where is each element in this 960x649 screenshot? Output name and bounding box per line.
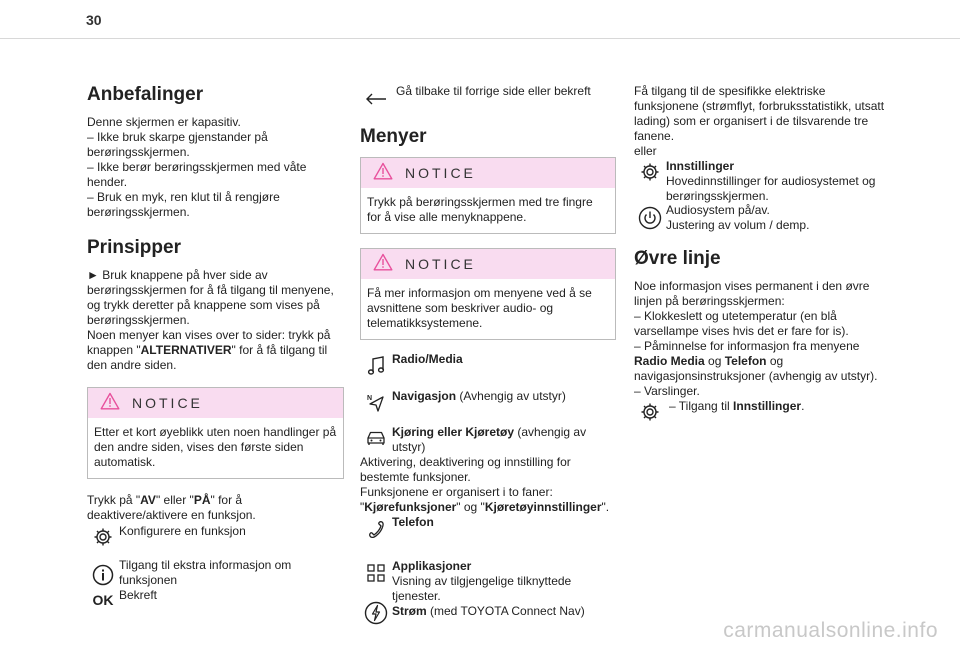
gear-icon xyxy=(634,399,666,423)
elektriske-intro: Få tilgang til de spesifikke elektriske funksjonene (strømflyt, forbruksstatistikk, utsatt lading) som er organisert i de tilsvarende tre fanene. xyxy=(634,84,885,143)
ovre-text: – Klokkeslett og utetemperatur (en blå varsellampe vises hvis det er fare for is). xyxy=(634,309,849,338)
music-note-icon xyxy=(360,352,392,376)
notice-text: Etter et kort øyeblikk uten noen handlinger på den andre siden, vises den første siden automatisk. xyxy=(94,425,337,469)
applikasjoner-text: Applikasjoner Visning av tilgjengelige tilknyttede tjenester. xyxy=(392,559,572,603)
anb-line: – Bruk en myk, ren klut til å rengjøre berøringsskjermen. xyxy=(87,190,280,219)
info-row xyxy=(87,558,344,588)
page-number: 30 xyxy=(86,12,102,28)
ok-icon xyxy=(87,588,119,608)
info-icon xyxy=(87,558,119,586)
faner-text: Funksjonene er organisert i to faner: "Kjørefunksjoner" og "Kjøretøyinnstillinger". xyxy=(360,485,610,514)
apps-grid-icon xyxy=(360,559,392,582)
gear-icon xyxy=(87,524,119,548)
konfigurere-row xyxy=(87,524,344,548)
navigation-icon xyxy=(360,389,392,412)
bekreft-text: Bekreft xyxy=(119,588,158,602)
power-plug-icon xyxy=(360,589,392,625)
kjoring-text: Kjøring eller Kjøretøy (avhengig av utstyr) xyxy=(392,425,587,454)
kjoring-row xyxy=(360,425,616,455)
innstillinger-text: Innstillinger Hovedinnstillinger for audiosystemet og berøringsskjermen. xyxy=(666,159,876,203)
telefon-label: Telefon xyxy=(392,515,434,529)
ovre-text: – Påminnelse for informasjon fra menyene Radio Media og Telefon og navigasjonsinstruksjoner (avhengig av utstyr). xyxy=(634,339,878,383)
ok-label: OK xyxy=(92,592,114,608)
prinsipper-text: ► Bruk knappene på hver side av berøringsskjermen for å få tilgang til menyene, og trykk deretter på knappene som vises på berøringsskjermen. xyxy=(87,268,334,327)
audio-text: Audiosystem på/av. Justering av volum / demp. xyxy=(666,203,810,232)
heading-prinsipper: Prinsipper xyxy=(87,237,181,258)
notice-text: Få mer informasjon om menyene ved å se avsnittene som beskriver audio- og telematikksystemene. xyxy=(367,286,592,330)
innstillinger-row xyxy=(634,159,892,204)
watermark: carmanualsonline.info xyxy=(723,619,938,642)
anb-line: – Ikke bruk skarpe gjenstander på berøringsskjermen. xyxy=(87,130,268,159)
warning-icon xyxy=(373,253,393,275)
radio-row xyxy=(360,352,616,376)
navigasjon-text: Navigasjon (Avhengig av utstyr) xyxy=(392,389,566,403)
radio-media-label: Radio/Media xyxy=(392,352,463,366)
notice-box-2 xyxy=(360,248,616,340)
column-2 xyxy=(360,84,616,625)
notice-box xyxy=(87,387,344,479)
konfigurere-text: Konfigurere en funksjon xyxy=(119,524,246,538)
warning-icon xyxy=(373,162,393,184)
prinsipper-text-2: Noen menyer kan vises over to sider: trykk på knappen "ALTERNATIVER" for å få tilgang til den andre siden. xyxy=(87,328,331,372)
ovre-text: – Varslinger. xyxy=(634,384,700,398)
back-text: Gå tilbake til forrige side eller bekreft xyxy=(396,84,591,98)
notice-text: Trykk på berøringsskjermen med tre fingre for å vise alle menyknappene. xyxy=(367,195,593,224)
notice-header xyxy=(361,158,615,188)
notice-header xyxy=(361,249,615,279)
power-icon xyxy=(634,203,666,230)
trykk-text: Trykk på "AV" eller "PÅ" for å deaktivere/aktivere en funksjon. xyxy=(87,493,256,522)
navigasjon-row xyxy=(360,389,616,412)
column-3 xyxy=(634,84,892,423)
heading-menyer: Menyer xyxy=(360,126,427,147)
gear-icon xyxy=(634,159,666,183)
audio-row xyxy=(634,203,892,233)
strom-row xyxy=(360,589,616,625)
info-text: Tilgang til ekstra informasjon om funksjonen xyxy=(119,558,292,587)
notice-title: NOTICE xyxy=(405,164,476,181)
anb-line: Denne skjermen er kapasitiv. xyxy=(87,115,241,129)
aktivering-text: Aktivering, deaktivering og innstilling for bestemte funksjoner. xyxy=(360,455,571,484)
heading-anbefalinger: Anbefalinger xyxy=(87,84,204,105)
header-divider xyxy=(0,38,960,39)
ovre-text: Noe informasjon vises permanent i den øvre linjen på berøringsskjermen: xyxy=(634,279,870,308)
ok-row xyxy=(87,588,344,608)
tilgang-row xyxy=(634,399,892,423)
column-1 xyxy=(87,84,344,608)
tilgang-text: – Tilgang til Innstillinger. xyxy=(669,399,805,413)
notice-title: NOTICE xyxy=(132,394,203,411)
notice-title: NOTICE xyxy=(405,255,476,272)
anb-line: – Ikke berør berøringsskjermen med våte hender. xyxy=(87,160,307,189)
eller-text: eller xyxy=(634,144,657,158)
back-row xyxy=(360,84,616,106)
phone-icon xyxy=(360,515,392,540)
telefon-row xyxy=(360,515,616,540)
back-arrow-icon xyxy=(360,84,392,106)
svg-text:N: N xyxy=(367,395,373,402)
heading-ovre-linje: Øvre linje xyxy=(634,248,721,269)
strom-text: Strøm (med TOYOTA Connect Nav) xyxy=(392,604,585,618)
notice-box-1 xyxy=(360,157,616,234)
car-icon xyxy=(360,425,392,446)
notice-header xyxy=(88,388,343,418)
warning-icon xyxy=(100,392,120,414)
